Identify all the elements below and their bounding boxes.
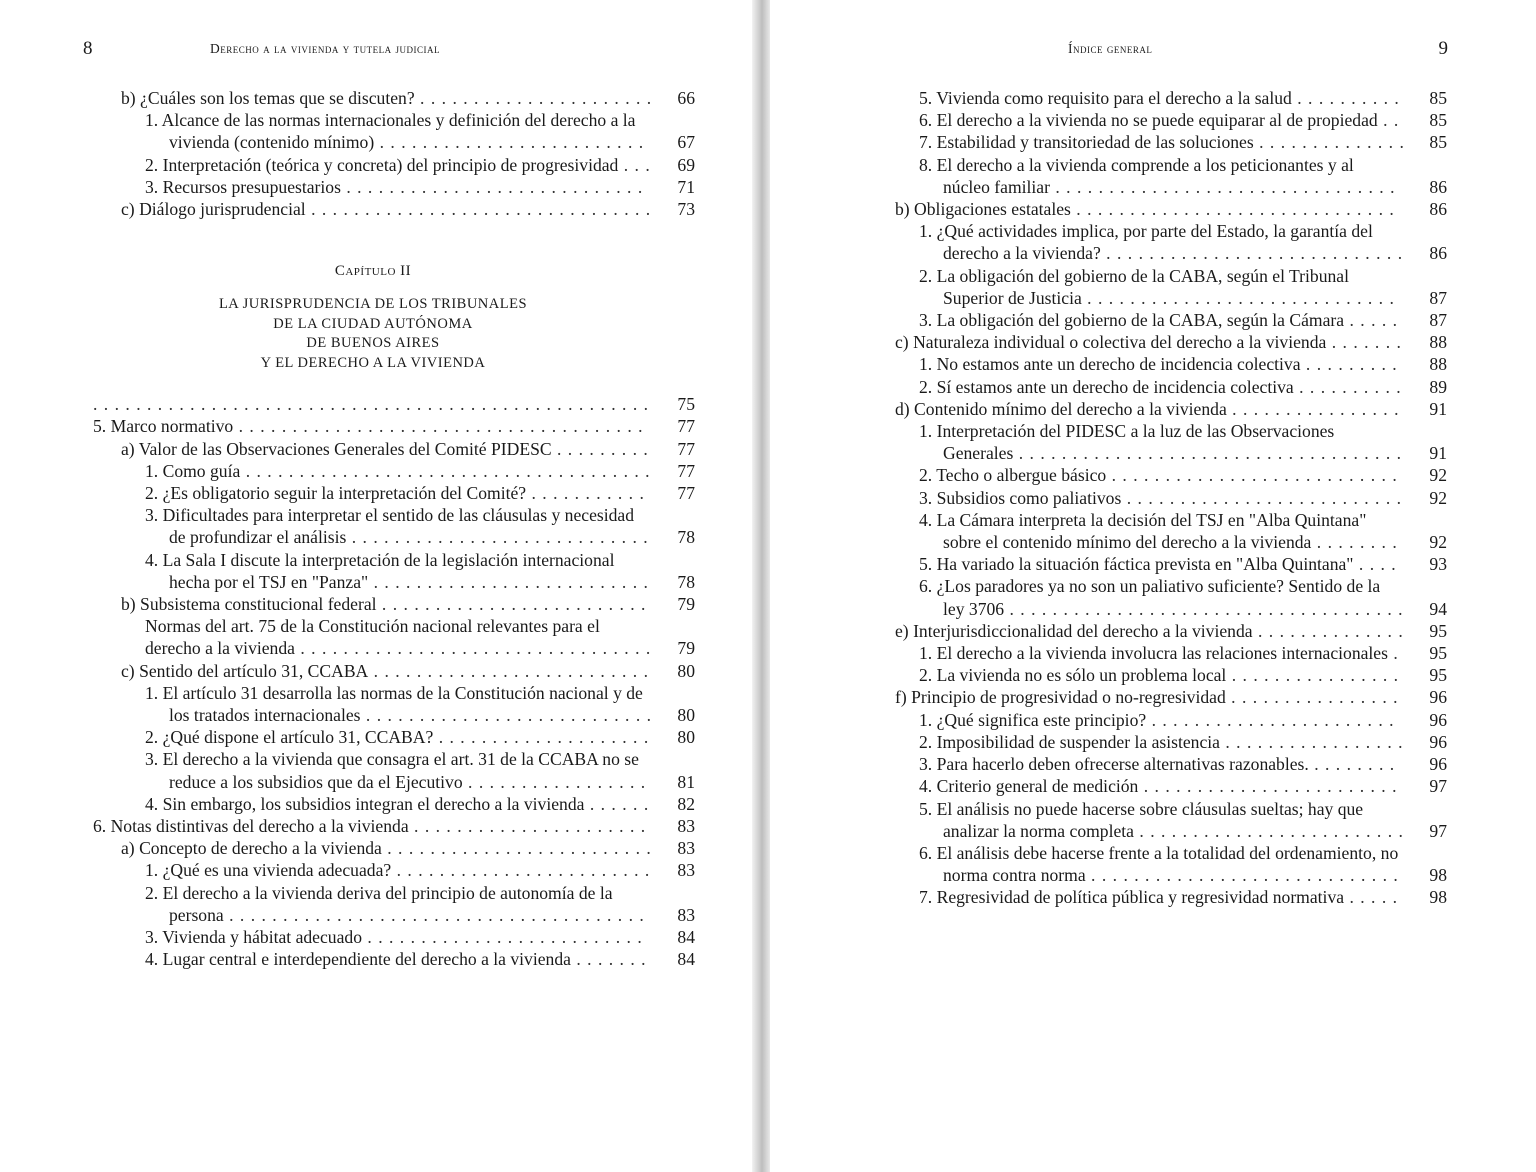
toc-entry-title: 3. La obligación del gobierno de la CABA, según la Cámara . . . . . [919,310,1399,331]
right-page [770,0,1536,1172]
chapter-title-line: LA JURISPRUDENCIA DE LOS TRIBUNALES [218,296,528,313]
page-number: 8 [83,38,93,59]
page-number: 9 [1438,38,1448,59]
toc-entry-page: 97 [1429,776,1447,797]
toc-entry [867,353,1447,375]
toc-entry-title: 3. Recursos presupuestarios . . . . . . . . . . . . . . . . . . . . . . . . . . . . [145,176,644,197]
toc-entry-title: e) Interjurisdiccionalidad del derecho a la vivienda . . . . . . . . . . . . . . [895,620,1404,641]
toc-entry-title [93,393,653,415]
dot-leader: . . . [618,154,651,175]
dot-leader: . . . . . . . . . . . . . . . . . . . . . . [414,88,653,108]
toc-entry-page: 80 [677,660,695,681]
toc-entry-title: 6. El análisis debe hacerse frente a la totalidad del ordenamiento, no norma contra norma . . . . . . . . . . . . . . . . . . . . . . . . . . . . . [919,842,1399,886]
dot-leader: . . . . . . . . . . . . . . . . . . . . . . . . . . . . . . [1070,199,1395,220]
dot-leader: . . . . . . . . . . . . . . . . . . . . . . . . . . [368,660,649,681]
toc-entry-page: 88 [1429,332,1447,353]
toc-entry [867,464,1447,486]
toc-entry-title: 2. La vivienda no es sólo un problema local . . . . . . . . . . . . . . . . [919,665,1400,686]
toc-entry-title: c) Sentido del artículo 31, CCABA . . . . . . . . . . . . . . . . . . . . . . . . . . [121,660,649,681]
toc-entry-page: 77 [677,460,695,481]
toc-entry-page: 92 [1429,465,1447,486]
toc-entry [93,109,695,153]
toc-entry-page: 78 [677,571,695,592]
toc-section [867,87,1447,909]
toc-entry-title: 7. Regresividad de política pública y regresividad normativa . . . . . [919,887,1399,908]
dot-leader: . . . . . . . [1326,332,1402,353]
dot-leader: . . . . . . . . . . . . . . . . . . . . . . . . . . . . [346,527,649,548]
toc-entry [93,793,695,815]
toc-entry-title: b) Obligaciones estatales . . . . . . . . . . . . . . . . . . . . . . . . . . . . . . [895,199,1395,220]
toc-entry [867,309,1447,331]
toc-entry-page: 95 [1429,665,1447,686]
dot-leader: . . . . . . . . . . . . . . . . . . . . . . . . . . . . . . . . . . . . [1013,443,1403,464]
toc-entry-page: 83 [677,860,695,881]
toc-entry-page: 77 [677,438,695,459]
dot-leader: . . . . . . . . . . . . . . . . . . . . . . . . . . . . . . . . . . . . . . . [223,904,645,925]
dot-leader: . . . . . . . . . . . . . . . . . . . . . . . . . . [368,571,649,592]
toc-entry-title: 2. La obligación del gobierno de la CABA, según el Tribunal Superior de Justicia . . . . . . . . . . . . . . . . . . . . . . . . . . . . . [919,265,1395,308]
toc-entry-page: 79 [677,638,695,659]
dot-leader: . . . . . . . . . . . . . . . . . . . . . . . . . . [1121,487,1403,508]
toc-entry-page: 92 [1429,487,1447,508]
toc-entry-page: 85 [1429,110,1447,131]
toc-entry-page: 79 [677,594,695,615]
toc-entry-title: c) Naturaleza individual o colectiva del derecho a la vivienda . . . . . . . [895,332,1402,353]
toc-entry-page: 87 [1429,310,1447,331]
dot-leader: . . . . . . [584,793,650,814]
toc-entry-page: 96 [1429,731,1447,752]
toc-entry-page: 95 [1429,620,1447,641]
dot-leader: . . . . . [1344,310,1399,331]
toc-entry-page: 71 [677,176,695,197]
dot-leader: . . . . . . . . . . . . . . . . . . . . . . . . [391,860,651,881]
toc-entry-title: 1. El derecho a la vivienda involucra las relaciones internacionales . [919,643,1399,664]
dot-leader: . . . . . . . . . . . . . . . . . . . . . . [408,816,647,837]
dot-leader: . . . . . . . . [1311,532,1398,553]
toc-entry [93,176,695,198]
dot-leader: . . . . . . . . . . . . . . . . . . . . . . . . . . . . . . . . . . . . . . [240,460,651,481]
chapter-heading [93,262,695,373]
toc-entry [93,87,695,109]
toc-entry [93,948,695,970]
toc-entry-page: 66 [677,88,695,108]
toc-entry [867,753,1447,775]
toc-entry [93,615,695,659]
toc-entry [867,131,1447,153]
toc-entry [867,709,1447,731]
toc-entry-title: Normas del art. 75 de la Constitución nacional relevantes para el derecho a la vivienda . . . . . . . . . . . . . . . . . . . . . . . . . . . . . . . . . [145,616,652,659]
toc-entry-title: 1. Alcance de las normas internacionales y definición del derecho a la vivienda (contenido mínimo) . . . . . . . . . . . . . . . . . . . . . . . . . [145,110,645,153]
toc-entry-title: 1. No estamos ante un derecho de incidencia colectiva . . . . . . . . . [919,354,1398,375]
toc-entry-title: 3. Vivienda y hábitat adecuado . . . . . . . . . . . . . . . . . . . . . . . . . . [145,927,643,948]
dot-leader: . . . . . . . . . . . . . . . . . . . . . . . . . . . . [1100,243,1404,264]
toc-entry [867,154,1447,198]
toc-section-top [93,87,695,220]
toc-entry-page: 91 [1429,443,1447,464]
toc-entry-title: 1. Como guía . . . . . . . . . . . . . . . . . . . . . . . . . . . . . . . . . . . . . . [145,460,651,481]
dot-leader: . . . . . . . . . . . . . . . . . . . . . . . . . . . [1106,465,1398,486]
chapter-label: Capítulo II [334,263,412,280]
toc-entry-title: 4. Lugar central e interdependiente del derecho a la vivienda . . . . . . . [145,949,647,970]
toc-entry [867,842,1447,886]
toc-entry-title: 1. ¿Qué significa este principio? . . . . . . . . . . . . . . . . . . . . . . . [919,709,1395,730]
toc-entry-page: 81 [677,771,695,792]
book-gutter [752,0,770,1172]
toc-entry [867,87,1447,109]
dot-leader: . . . . . . . . . . . . . . . . . . . . . . . . . [381,838,652,859]
toc-entry-page: 83 [677,816,695,837]
toc-entry-title: 2. Interpretación (teórica y concreta) del principio de progresividad . . . [145,154,651,175]
toc-entry [867,731,1447,753]
dot-leader: . . . . . . . . . . . . . . [1252,620,1404,641]
running-head: Derecho a la vivienda y tutela judicial [210,41,440,56]
toc-right [867,87,1447,909]
dot-leader: . . . . . . . . . . [1291,88,1400,108]
toc-entry-title: 4. Criterio general de medición . . . . . . . . . . . . . . . . . . . . . . . . [919,776,1398,797]
toc-entry-page: 86 [1429,243,1447,264]
dot-leader: . . . . . . . . . . . . . . . . . . . . . . . [1146,709,1395,730]
toc-entry-page: 96 [1429,709,1447,730]
dot-leader: . . . . . . . . . . . . . . . . . . . . . . . . . [376,594,647,615]
toc-entry [93,815,695,837]
toc-entry-page: 82 [677,793,695,814]
dot-leader: . . . . . . . . . . . . . . . . . . . . . . . . . . . . . . . . [1049,176,1396,197]
toc-entry [867,398,1447,420]
toc-entry-page: 83 [677,838,695,859]
dot-leader: . . . . [1353,554,1397,575]
toc-entry-title: 4. La Cámara interpreta la decisión del TSJ en "Alba Quintana" sobre el contenido mínimo del derecho a la vivienda . . . . . . . . [919,509,1398,553]
toc-entry-title: 2. El derecho a la vivienda deriva del principio de autonomía de la persona . . . . . . . . . . . . . . . . . . . . . . . . . . . . . . . . . . . . . . . [145,882,645,925]
dot-leader: . . . . . . . . . [1300,354,1398,375]
dot-leader: . . . . . . . . . . . . . . . . . . . . . . . . . [1134,820,1404,841]
toc-entry [93,393,695,415]
toc-entry-title: 6. ¿Los paradores ya no son un paliativo suficiente? Sentido de la ley 3706 . . . . . . . . . . . . . . . . . . . . . . . . . . . . . . . . . . . . . [919,576,1404,619]
toc-entry-page: 94 [1429,598,1447,619]
toc-entry [867,886,1447,908]
toc-entry [867,109,1447,131]
dot-leader: . . . . . . . . . . . . . . . . . [1219,731,1404,752]
toc-entry-title: 2. Sí estamos ante un derecho de incidencia colectiva . . . . . . . . . . [919,376,1402,397]
dot-leader: . . . . . . . . . . [1293,376,1402,397]
toc-entry-page: 98 [1429,865,1447,886]
toc-entry [93,660,695,682]
toc-entry-title: d) Contenido mínimo del derecho a la vivienda . . . . . . . . . . . . . . . . [895,398,1400,419]
toc-entry [867,331,1447,353]
toc-entry-page: 86 [1429,176,1447,197]
toc-entry-page: 98 [1429,887,1447,908]
chapter-title-line: Y EL DERECHO A LA VIVIENDA [260,354,486,371]
toc-entry [867,509,1447,553]
toc-entry-page: 84 [677,949,695,970]
toc-entry-page: 85 [1429,132,1447,153]
toc-entry [867,775,1447,797]
toc-entry-title: 5. Marco normativo . . . . . . . . . . . . . . . . . . . . . . . . . . . . . . . . . . . . . . [93,416,644,437]
toc-entry-title: 3. Dificultades para interpretar el sentido de las cláusulas y necesidad de profundizar el análisis . . . . . . . . . . . . . . . . . . . . . . . . . . . . [145,505,649,548]
toc-entry [93,926,695,948]
toc-entry-page: 85 [1429,88,1447,108]
toc-entry-page: 87 [1429,287,1447,308]
toc-entry [93,482,695,504]
toc-entry [93,682,695,726]
toc-entry-title: 1. ¿Qué actividades implica, por parte del Estado, la garantía del derecho a la vivienda? . . . . . . . . . . . . . . . . . . . . . . . . . . . . [919,221,1404,264]
toc-entry [93,593,695,615]
toc-entry [93,198,695,220]
toc-entry-page: 92 [1429,532,1447,553]
toc-entry [867,798,1447,842]
dot-leader: . . . . . . . . . . . . . . . . . [462,771,647,792]
dot-leader: . . . . . . . . . . . . . . . . . . . . . . . . . . . . [340,176,644,197]
toc-entry-page: 93 [1429,554,1447,575]
toc-entry [93,415,695,437]
running-head: Índice general [1068,41,1153,56]
toc-entry [867,487,1447,509]
toc-entry [867,420,1447,464]
toc-entry-page: 97 [1429,820,1447,841]
chapter-title [93,295,653,373]
toc-entry [93,882,695,926]
toc-entry-title: 6. El derecho a la vivienda no se puede equiparar al de propiedad . . [919,110,1400,131]
toc-entry-title: 3. Para hacerlo deben ofrecerse alternativas razonables. . . . . . . . . [919,754,1396,775]
left-page [0,0,752,1172]
toc-entry [867,376,1447,398]
dot-leader: . . . . . . . . [1308,754,1396,775]
toc-entry-title: 4. Sin embargo, los subsidios integran el derecho a la vivienda . . . . . . [145,793,650,814]
dot-leader: . . . . . . . . . [551,438,649,459]
toc-entry-title: 7. Estabilidad y transitoriedad de las soluciones . . . . . . . . . . . . . . [919,132,1405,153]
toc-entry-page: 86 [1429,199,1447,220]
toc-entry-page: 88 [1429,354,1447,375]
dot-leader: . . . . . . . . . . . . . . [1253,132,1405,153]
dot-leader: . . . . . . . . . . . . . . . . . . . . . . . . . [374,132,645,153]
toc-entry-title: a) Concepto de derecho a la vivienda . . . . . . . . . . . . . . . . . . . . . . . . . [121,838,652,859]
toc-entry [93,460,695,482]
toc-entry [93,549,695,593]
toc-entry [93,154,695,176]
toc-entry-title: b) Subsistema constitucional federal . . . . . . . . . . . . . . . . . . . . . . . . . [121,594,647,615]
toc-entry-page: 96 [1429,687,1447,708]
toc-entry-page: 95 [1429,643,1447,664]
toc-entry-title: 3. El derecho a la vivienda que consagra el art. 31 de la CCABA no se reduce a los subsidios que da el Ejecutivo . . . . . . . . . . . . . . . . . [145,749,647,792]
toc-left [93,87,695,971]
chapter-title-line: DE BUENOS AIRES [306,335,440,352]
toc-entry-title: 4. La Sala I discute la interpretación de la legislación internacional hecha por el TSJ en "Panza" . . . . . . . . . . . . . . . . . . . . . . . . . . [145,549,649,592]
dot-leader: . . . . . . . . . . . . . . . . [1226,665,1400,686]
toc-entry [93,726,695,748]
toc-entry-page: 69 [677,154,695,175]
toc-entry-title: 5. Ha variado la situación fáctica prevista en "Alba Quintana" . . . . [919,554,1397,575]
toc-entry [93,859,695,881]
toc-entry-page: 77 [677,483,695,504]
dot-leader: . . . . . . . . . . . . . . . . . . . . . . . . . . . . . [1081,287,1395,308]
dot-leader: . [1387,643,1399,664]
dot-leader: . . . . . . . . . . . . . . . . . . . . . . . . . . . . . . . . . . . . . . . . . . . . . . . . . . . . [93,394,650,415]
chapter-title-line: DE LA CIUDAD AUTÓNOMA [273,315,473,332]
toc-entry [867,664,1447,686]
toc-entry-title: 5. El análisis no puede hacerse sobre cláusulas sueltas; hay que analizar la norma completa . . . . . . . . . . . . . . . . . . . . . . . . . [919,798,1404,841]
dot-leader: . . . . . . . . . . . . . . . . . . . . [433,727,650,748]
toc-entry-page: 84 [677,927,695,948]
toc-entry [867,575,1447,619]
toc-entry [93,438,695,460]
toc-entry-page: 67 [677,132,695,153]
toc-entry-title: a) Valor de las Observaciones Generales del Comité PIDESC . . . . . . . . . [121,438,649,459]
toc-entry-title: 1. El artículo 31 desarrolla las normas de la Constitución nacional y de los tratados internacionales . . . . . . . . . . . . . . . . . . . . . . . . . . . [145,682,653,726]
toc-section-bottom [93,393,695,970]
dot-leader: . . . . . . . . . . . . . . . . [1225,687,1399,708]
dot-leader: . . . . . . . . . . . . . . . . . . . . . . . . . . . . . [1085,865,1399,886]
toc-entry-page: 80 [677,727,695,748]
toc-entry-page: 77 [677,416,695,437]
toc-entry-page: 78 [677,527,695,548]
toc-entry [867,265,1447,309]
toc-entry-title: 1. ¿Qué es una vivienda adecuada? . . . . . . . . . . . . . . . . . . . . . . . . [145,860,651,881]
toc-entry [867,220,1447,264]
toc-entry [93,504,695,548]
dot-leader: . . . . . . . . . . . . . . . . . . . . . . . . . . . . . . . . . . . . . . [233,416,644,437]
toc-entry-title: 2. Techo o albergue básico . . . . . . . . . . . . . . . . . . . . . . . . . . . [919,465,1398,486]
toc-entry [93,837,695,859]
toc-entry-title: 2. ¿Es obligatorio seguir la interpretación del Comité? . . . . . . . . . . . [145,483,645,504]
toc-entry-title: 1. Interpretación del PIDESC a la luz de las Observaciones Generales . . . . . . . . . . . . . . . . . . . . . . . . . . . . . . . . . . . . [919,421,1403,464]
dot-leader: . . . . . . . . . . . . . . . . . . . . . . . . . . . . . . . . [305,199,652,220]
dot-leader: . . . . . . . . . . . [526,483,645,504]
toc-entry-title: 2. ¿Qué dispone el artículo 31, CCABA? . . . . . . . . . . . . . . . . . . . . [145,727,650,748]
toc-entry [867,686,1447,708]
toc-entry-page: 89 [1429,376,1447,397]
toc-entry-page: 75 [677,394,695,415]
toc-entry-title: 3. Subsidios como paliativos . . . . . . . . . . . . . . . . . . . . . . . . . . [919,487,1403,508]
toc-entry-title: b) ¿Cuáles son los temas que se discuten? . . . . . . . . . . . . . . . . . . . . . . [121,88,653,108]
toc-entry-page: 80 [677,705,695,726]
dot-leader: . . . . . . . . . . . . . . . . . . . . . . . . . . . . . . . . . . . . . [1004,598,1404,619]
toc-entry-title: 5. Vivienda como requisito para el derecho a la salud . . . . . . . . . . [919,88,1400,108]
toc-entry-title: 8. El derecho a la vivienda comprende a los peticionantes y al núcleo familiar . . . . . . . . . . . . . . . . . . . . . . . . . . . . . . . . [919,154,1396,197]
dot-leader: . . . . . . . . . . . . . . . . . . . . . . . . [1138,776,1398,797]
toc-entry-title: c) Diálogo jurisprudencial . . . . . . . . . . . . . . . . . . . . . . . . . . . . . . . . [121,199,652,220]
toc-entry [867,620,1447,642]
toc-entry-page: 91 [1429,398,1447,419]
toc-entry-title: 2. Imposibilidad de suspender la asistencia . . . . . . . . . . . . . . . . . [919,731,1404,752]
dot-leader: . . . . . . . . . . . . . . . . [1226,398,1400,419]
toc-entry-page: 96 [1429,754,1447,775]
toc-entry [93,748,695,792]
dot-leader: . . . . . [1344,887,1399,908]
toc-entry [867,198,1447,220]
dot-leader: . . . . . . . . . . . . . . . . . . . . . . . . . . [362,927,643,948]
toc-entry-title: f) Principio de progresividad o no-regresividad . . . . . . . . . . . . . . . . [895,687,1399,708]
dot-leader: . . . . . . . . . . . . . . . . . . . . . . . . . . . [360,705,653,726]
toc-entry-page: 73 [677,199,695,220]
toc-entry-title: 6. Notas distintivas del derecho a la vivienda . . . . . . . . . . . . . . . . . . . . . . [93,816,647,837]
dot-leader: . . . . . . . . . . . . . . . . . . . . . . . . . . . . . . . . . [294,638,652,659]
toc-entry-page: 83 [677,904,695,925]
dot-leader: . . . . . . . [570,949,647,970]
toc-entry [867,553,1447,575]
toc-entry [867,642,1447,664]
dot-leader: . . [1377,110,1400,131]
